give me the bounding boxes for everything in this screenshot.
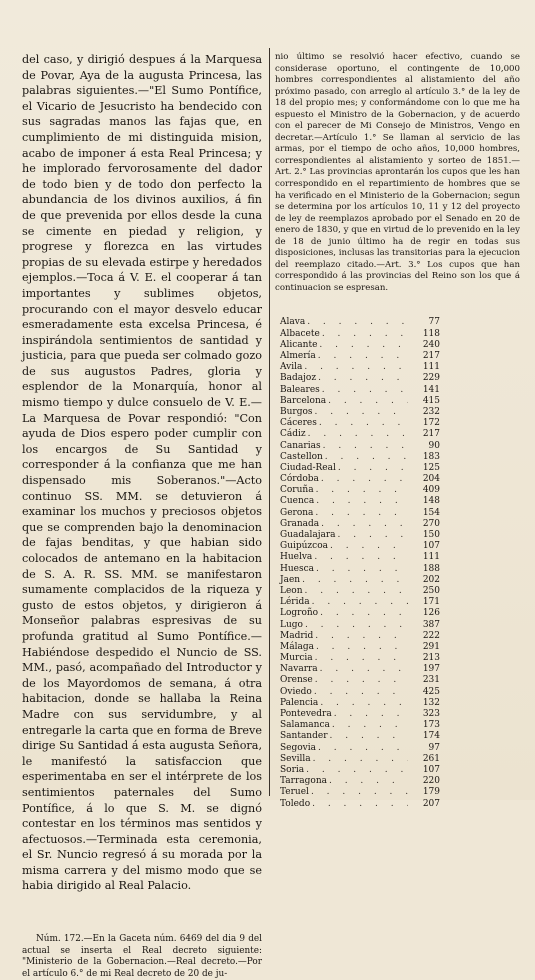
right-column: [275, 52, 520, 810]
leader-dots: [315, 631, 408, 642]
province-name: Cáceres: [280, 418, 317, 429]
province-name: Barcelona: [280, 395, 327, 406]
province-row: [280, 631, 440, 642]
province-row: [280, 385, 440, 396]
province-quota: 232: [422, 406, 440, 417]
province-quota: 179: [422, 787, 440, 798]
province-quota: 240: [422, 339, 440, 350]
province-quota: 270: [422, 518, 440, 529]
province-quota: 154: [422, 507, 440, 518]
leader-dots: [313, 754, 408, 765]
province-quota: 174: [422, 731, 440, 742]
province-row: [280, 586, 440, 597]
province-row: [280, 474, 440, 485]
leader-dots: [323, 441, 408, 452]
leader-dots: [321, 519, 408, 530]
province-name: Logroño: [280, 608, 319, 619]
province-row: [280, 452, 440, 463]
province-row: [280, 541, 440, 552]
province-quota: 415: [422, 395, 440, 406]
province-name: Madrid: [280, 630, 314, 641]
province-row: [280, 653, 440, 664]
province-name: Alicante: [280, 339, 318, 350]
province-row: [280, 664, 440, 675]
province-row: [280, 519, 440, 530]
province-name: Albacete: [280, 328, 320, 339]
leader-dots: [314, 687, 408, 698]
leader-dots: [302, 575, 408, 586]
province-row: [280, 362, 440, 373]
left-column: [22, 52, 262, 980]
province-name: Cuenca: [280, 496, 315, 507]
province-name: Lérida: [280, 597, 310, 608]
province-row: [280, 776, 440, 787]
leader-dots: [305, 586, 408, 597]
province-quota: 222: [422, 630, 440, 641]
province-row: [280, 799, 440, 810]
province-row: [280, 418, 440, 429]
province-row: [280, 340, 440, 351]
province-name: Alava: [280, 317, 306, 328]
province-row: [280, 765, 440, 776]
leader-dots: [328, 396, 408, 407]
province-name: Huesca: [280, 563, 314, 574]
province-name: Canarias: [280, 440, 321, 451]
province-name: Murcia: [280, 653, 313, 664]
leader-dots: [319, 418, 408, 429]
province-quota: 409: [422, 485, 440, 496]
leader-dots: [315, 653, 408, 664]
province-quota: 204: [422, 474, 440, 485]
province-quota: 126: [422, 608, 440, 619]
province-quota: 90: [428, 440, 440, 451]
leader-dots: [304, 362, 408, 373]
left-column-text: del caso, y dirigió despues á la Marquesa de Povar, Aya de la augusta Princesa, las palabras siguientes.—"El Sumo Pontífice, el Vicario de Jesucristo ha bendecido con sus sagradas manos las fajas que, en cumplimiento de mi distinguida mision, acabo de imponer á esta Real Princesa; y he implorado fervorosamente del dador de todo bien y de todo don perfecto la abundancia de los divinos auxilios, á fin de que prevenida por ellos desde la cuna se cimente en piedad y religion, y progrese y florezca en las virtudes propias de su elevada estirpe y heredados ejemplos.—Toca á V. E. el cooperar á tan importantes y sublimes objetos, procurando con el mayor desvelo educar esmeradamente esta excelsa Princesa, é inspirándola sentimientos de santidad y justicia, para que pueda ser colmado gozo de sus augustos Padres, gloria y esplendor de la Monarquía, honor al mismo tiempo y dulce consuelo de V. E.—La Marquesa de Povar respondió: "Con ayuda de Dios espero poder cumplir con los encargos de Su Santidad y corresponder á la confianza que me han dispensado mis Soberanos."—Acto continuo SS. MM. se detuvieron á examinar los muchos y preciosos objetos que se comprenden bajo la denominacion de fajas benditas, y que habian sido colocados de antemano en la habitacion de S. A. R. SS. MM. se manifestaron sumamente complacidos de la riqueza y gusto de estos objetos, y dirigieron á Monseñor palabras espresivas de su profunda gratitud al Sumo Pontífice.—Habiéndose despedido el Nuncio de SS. MM., pasó, acompañado del Introductor y de los Mayordomos de semana, á otra habitacion, donde se hallaba la Reina Madre con sus servidumbre, y al entregarle la carta que en forma de Breve dirige Su Santidad á esta augusta Señora, le manifestó la satisfaccion que esperimentaba en ser el intérprete de los sentimientos paternales del Sumo Pontífice, á lo que S. M. se dignó contestar en los términos mas sentidos y afectuosos.—Terminada esta ceremonia, el Sr. Nuncio regresó á su morada por la misma carrera y del mismo modo que se habia dirigido al Real Palacio.: [22, 53, 262, 893]
leader-dots: [334, 709, 408, 720]
province-row: [280, 441, 440, 452]
province-row: [280, 373, 440, 384]
province-quota: 150: [422, 530, 440, 541]
province-quota: 213: [422, 653, 440, 664]
decree-note: Núm. 172.—En la Gaceta núm. 6469 del dia 9 del actual se inserta el Real decreto siguiente: "Ministerio de la Gobernacion.—Real decreto.—Por el artículo 6.° de mi Real decreto de 20 de ju-: [22, 934, 262, 979]
province-quota: 425: [422, 686, 440, 697]
leader-dots: [314, 552, 408, 563]
leader-dots: [306, 765, 408, 776]
province-quota: 207: [422, 798, 440, 809]
leader-dots: [330, 541, 408, 552]
leader-dots: [338, 463, 408, 474]
province-name: Guadalajara: [280, 530, 336, 541]
province-quota: 217: [422, 351, 440, 362]
province-name: Málaga: [280, 641, 314, 652]
leader-dots: [305, 620, 408, 631]
province-quota: 220: [422, 776, 440, 787]
leader-dots: [308, 429, 408, 440]
province-row: [280, 496, 440, 507]
leader-dots: [318, 351, 408, 362]
province-quota: 173: [422, 720, 440, 731]
province-row: [280, 709, 440, 720]
province-name: Almería: [280, 351, 316, 362]
province-name: Burgos: [280, 406, 313, 417]
leader-dots: [312, 799, 408, 810]
province-quota-table: [280, 317, 440, 809]
province-row: [280, 530, 440, 541]
province-quota: 107: [422, 541, 440, 552]
province-name: Toledo: [280, 798, 311, 809]
province-quota: 323: [422, 709, 440, 720]
province-name: Teruel: [280, 787, 309, 798]
province-name: Jaen: [280, 574, 301, 585]
province-name: Salamanca: [280, 720, 330, 731]
province-quota: 231: [422, 675, 440, 686]
leader-dots: [315, 407, 408, 418]
leader-dots: [338, 530, 408, 541]
province-row: [280, 351, 440, 362]
province-name: Tarragona: [280, 776, 327, 787]
right-column-text: nio último se resolvió hacer efectivo, cuando se considerase oportuno, el contingente de 10,000 hombres correspondientes al alistamiento del año próximo pasado, con arreglo al artículo 3.° de la ley de 18 del propio mes; y conformándome con lo que me ha espuesto el Ministro de la Gobernacion, y de acuerdo con el parecer de Mi Consejo de Ministros, Vengo en decretar.—Artículo 1.° Se llaman al servicio de las armas, por el tiempo de ocho años, 10,000 hombres, correspondientes al alistamiento y sorteo de 1851.—Art. 2.° Las provincias aprontarán los cupos que les han correspondido en el repartimiento de hombres que se ha verificado en el Ministerio de la Gobernacion; segun se determina por los artículos 10, 11 y 12 del proyecto de ley de reemplazos aprobado por el Senado en 20 de enero de 1830, y que en virtud de lo prevenido en la ley de 18 de junio último ha de regir en todas sus disposiciones, inclusas las transitorias para la ejecucion del reemplazo citado.—Art. 3.° Los cupos que han correspondido á las provincias del Reino son los que á continuacion se espresan.: [275, 52, 520, 293]
province-row: [280, 329, 440, 340]
leader-dots: [318, 373, 408, 384]
province-row: [280, 575, 440, 586]
province-name: Pontevedra: [280, 709, 332, 720]
province-quota: 148: [422, 496, 440, 507]
leader-dots: [319, 340, 408, 351]
province-name: Sevilla: [280, 753, 311, 764]
leader-dots: [307, 317, 408, 328]
province-row: [280, 508, 440, 519]
province-quota: 172: [422, 418, 440, 429]
province-name: Lugo: [280, 619, 303, 630]
province-name: Granada: [280, 518, 320, 529]
province-row: [280, 597, 440, 608]
leader-dots: [318, 743, 408, 754]
province-row: [280, 731, 440, 742]
leader-dots: [325, 452, 408, 463]
province-quota: 197: [422, 664, 440, 675]
province-quota: 387: [422, 619, 440, 630]
leader-dots: [330, 731, 409, 742]
leader-dots: [320, 608, 408, 619]
leader-dots: [316, 642, 408, 653]
province-quota: 171: [422, 597, 440, 608]
leader-dots: [315, 508, 408, 519]
leader-dots: [329, 776, 408, 787]
province-quota: 118: [422, 328, 440, 339]
province-row: [280, 317, 440, 328]
leader-dots: [320, 698, 408, 709]
province-quota: 125: [422, 462, 440, 473]
province-name: Huelva: [280, 552, 313, 563]
province-name: Córdoba: [280, 474, 319, 485]
province-name: Avila: [280, 362, 303, 373]
leader-dots: [316, 496, 408, 507]
province-row: [280, 620, 440, 631]
province-quota: 183: [422, 451, 440, 462]
province-name: Oviedo: [280, 686, 312, 697]
province-name: Segovia: [280, 742, 316, 753]
province-row: [280, 687, 440, 698]
province-quota: 77: [428, 317, 440, 328]
province-row: [280, 552, 440, 563]
province-row: [280, 463, 440, 474]
province-row: [280, 407, 440, 418]
province-name: Leon: [280, 585, 303, 596]
province-row: [280, 743, 440, 754]
province-row: [280, 485, 440, 496]
province-quota: 217: [422, 429, 440, 440]
leader-dots: [315, 675, 408, 686]
province-row: [280, 754, 440, 765]
leader-dots: [312, 597, 408, 608]
leader-dots: [332, 720, 408, 731]
leader-dots: [321, 474, 408, 485]
leader-dots: [316, 564, 408, 575]
province-name: Guipúzcoa: [280, 541, 328, 552]
province-quota: 107: [422, 764, 440, 775]
province-row: [280, 564, 440, 575]
province-name: Palencia: [280, 697, 319, 708]
province-quota: 97: [428, 742, 440, 753]
province-quota: 250: [422, 585, 440, 596]
province-quota: 291: [422, 641, 440, 652]
province-quota: 188: [422, 563, 440, 574]
province-name: Gerona: [280, 507, 314, 518]
column-divider: [269, 48, 270, 796]
province-quota: 202: [422, 574, 440, 585]
province-row: [280, 429, 440, 440]
leader-dots: [322, 385, 408, 396]
province-name: Coruña: [280, 485, 314, 496]
leader-dots: [311, 787, 408, 798]
province-quota: 111: [422, 362, 440, 373]
province-quota: 111: [422, 552, 440, 563]
province-row: [280, 396, 440, 407]
province-row: [280, 787, 440, 798]
province-name: Baleares: [280, 384, 320, 395]
province-name: Badajoz: [280, 373, 317, 384]
leader-dots: [322, 329, 408, 340]
province-quota: 261: [422, 753, 440, 764]
province-row: [280, 642, 440, 653]
province-quota: 141: [422, 384, 440, 395]
province-row: [280, 698, 440, 709]
province-name: Ciudad-Real: [280, 462, 336, 473]
province-quota: 229: [422, 373, 440, 384]
province-name: Santander: [280, 731, 328, 742]
leader-dots: [320, 664, 408, 675]
province-name: Cádiz: [280, 429, 306, 440]
province-name: Soria: [280, 764, 305, 775]
province-quota: 132: [422, 697, 440, 708]
leader-dots: [316, 485, 408, 496]
province-name: Castellon: [280, 451, 323, 462]
province-row: [280, 720, 440, 731]
province-name: Orense: [280, 675, 313, 686]
province-row: [280, 608, 440, 619]
province-row: [280, 675, 440, 686]
province-name: Navarra: [280, 664, 318, 675]
